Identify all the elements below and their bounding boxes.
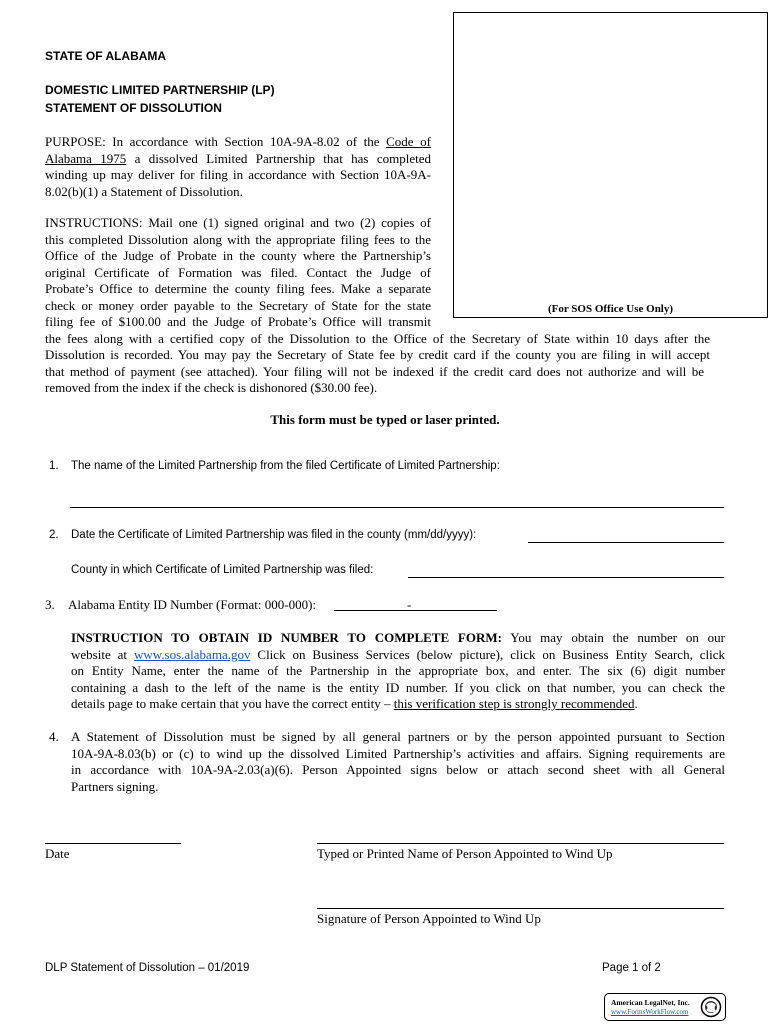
state-heading: STATE OF ALABAMA xyxy=(45,49,167,63)
instructions-line: check or money order payable to the Secretary of State for the state xyxy=(45,297,431,313)
instructions-line: Probate’s Office to determine the county filing fees. Make a separate xyxy=(45,281,431,296)
purpose-line-3: winding up may deliver for filing in accordance with Section 10A-9A- xyxy=(45,167,431,182)
globe-icon xyxy=(700,996,722,1018)
legalnet-logo xyxy=(604,993,726,1021)
county-field[interactable] xyxy=(408,577,724,578)
logo-website-link[interactable]: www.FormsWorkFlow.com xyxy=(611,1008,689,1016)
county-label: County in which Certificate of Limited Partnership was filed: xyxy=(71,564,374,576)
instructions-line: the fees along with a certified copy of the Dissolution to the Office of the Secretary of State within 10 days after the xyxy=(45,330,710,346)
date-field[interactable] xyxy=(45,843,181,844)
id-instruction-line-4: containing a dash to the left of the name is the entity ID number. If you click on that number, you can check the xyxy=(71,679,725,695)
entity-id-dash: - xyxy=(407,597,412,612)
instructions-line: removed from the index if the check is dishonored ($30.00 fee). xyxy=(45,380,378,395)
instructions-line: INSTRUCTIONS: Mail one (1) signed original and two (2) copies of xyxy=(45,215,431,230)
item-4-line: A Statement of Dissolution must be signed by all general partners or by the person appointed pursuant to Section xyxy=(71,729,725,744)
instructions-line: original Certificate of Formation was filed. Contact the Judge of xyxy=(45,264,431,280)
item-4-number: 4. xyxy=(49,729,59,744)
verification-recommendation: this verification step is strongly recommended xyxy=(393,696,635,711)
instructions-line: filing fee of $100.00 and the Judge of Probate’s Office will transmit xyxy=(45,314,431,329)
item-3-number: 3. xyxy=(45,597,55,612)
instructions-line: Office of the Judge of Probate in the county where the Partnership’s xyxy=(45,248,431,263)
printed-name-field[interactable] xyxy=(317,843,724,844)
instructions-line: that method of payment (see attached). Your filing will not be indexed if the credit card does not authorize and will be xyxy=(45,363,704,379)
id-instruction-line-1: INSTRUCTION TO OBTAIN ID NUMBER TO COMPLETE FORM: You may obtain the number on our xyxy=(71,630,725,645)
typed-notice: This form must be typed or laser printed. xyxy=(270,412,500,427)
item-4-line: in accordance with 10A-9A-2.03(a)(6). Person Appointed signs below or attach second sheet with all General xyxy=(71,762,725,777)
purpose-line-4: 8.02(b)(1) a Statement of Dissolution. xyxy=(45,183,243,199)
purpose-line-2: Alabama 1975 a dissolved Limited Partnership that has completed xyxy=(45,150,431,166)
signature-label: Signature of Person Appointed to Wind Up xyxy=(317,911,541,926)
printed-name-label: Typed or Printed Name of Person Appointed to Wind Up xyxy=(317,846,613,861)
item-1-number: 1. xyxy=(49,460,59,472)
sos-website-link[interactable]: www.sos.alabama.gov xyxy=(133,646,251,662)
form-type-heading: DOMESTIC LIMITED PARTNERSHIP (LP) xyxy=(45,83,275,97)
item-4-line: 10A-9A-8.03(b) or (c) to wind up the dissolved Limited Partnership’s activities and affairs. Signing requirements are xyxy=(71,745,725,761)
item-3-label: Alabama Entity ID Number (Format: 000-000): xyxy=(68,597,317,612)
signature-field[interactable] xyxy=(317,908,724,909)
partnership-name-field[interactable] xyxy=(70,507,724,508)
id-instruction-line-2: website at www.sos.alabama.gov Click on Business Services (below picture), click on Business Entity Search, click xyxy=(71,646,726,662)
entity-id-field[interactable] xyxy=(334,610,497,611)
form-title: STATEMENT OF DISSOLUTION xyxy=(45,101,222,115)
code-of-alabama-link-cont[interactable]: Alabama 1975 xyxy=(45,150,127,166)
page-number: Page 1 of 2 xyxy=(602,962,661,974)
item-4-line: Partners signing. xyxy=(71,778,159,794)
date-label: Date xyxy=(45,846,70,861)
sos-office-use-box xyxy=(453,12,768,318)
item-2-label: Date the Certificate of Limited Partnership was filed in the county (mm/dd/yyyy): xyxy=(71,529,477,541)
id-instruction-line-3: on Entity Name, enter the name of the Partnership in the appropriate box, and enter. The six (6) digit number xyxy=(71,663,725,678)
form-id-footer: DLP Statement of Dissolution – 01/2019 xyxy=(45,962,250,974)
purpose-line-1: PURPOSE: In accordance with Section 10A-9A-8.02 of the Code of xyxy=(45,134,431,149)
id-instruction-heading: INSTRUCTION TO OBTAIN ID NUMBER TO COMPLETE FORM: xyxy=(71,630,502,645)
filing-date-field[interactable] xyxy=(528,542,724,543)
code-of-alabama-link[interactable]: Code of xyxy=(386,134,431,149)
instructions-line: this completed Dissolution along with the appropriate filing fees to the xyxy=(45,231,431,247)
logo-company-name: American LegalNet, Inc. xyxy=(611,998,690,1007)
id-instruction-line-5: details page to make certain that you have the correct entity – this verification step is strongly recommended. xyxy=(71,696,638,711)
instructions-line: Dissolution is recorded. You may pay the Secretary of State fee by credit card if the county you are filing in will accept xyxy=(45,347,710,362)
item-2-number: 2. xyxy=(49,529,59,541)
item-1-label: The name of the Limited Partnership from the filed Certificate of Limited Partnership: xyxy=(71,460,500,472)
sos-office-use-label: (For SOS Office Use Only) xyxy=(547,303,674,315)
